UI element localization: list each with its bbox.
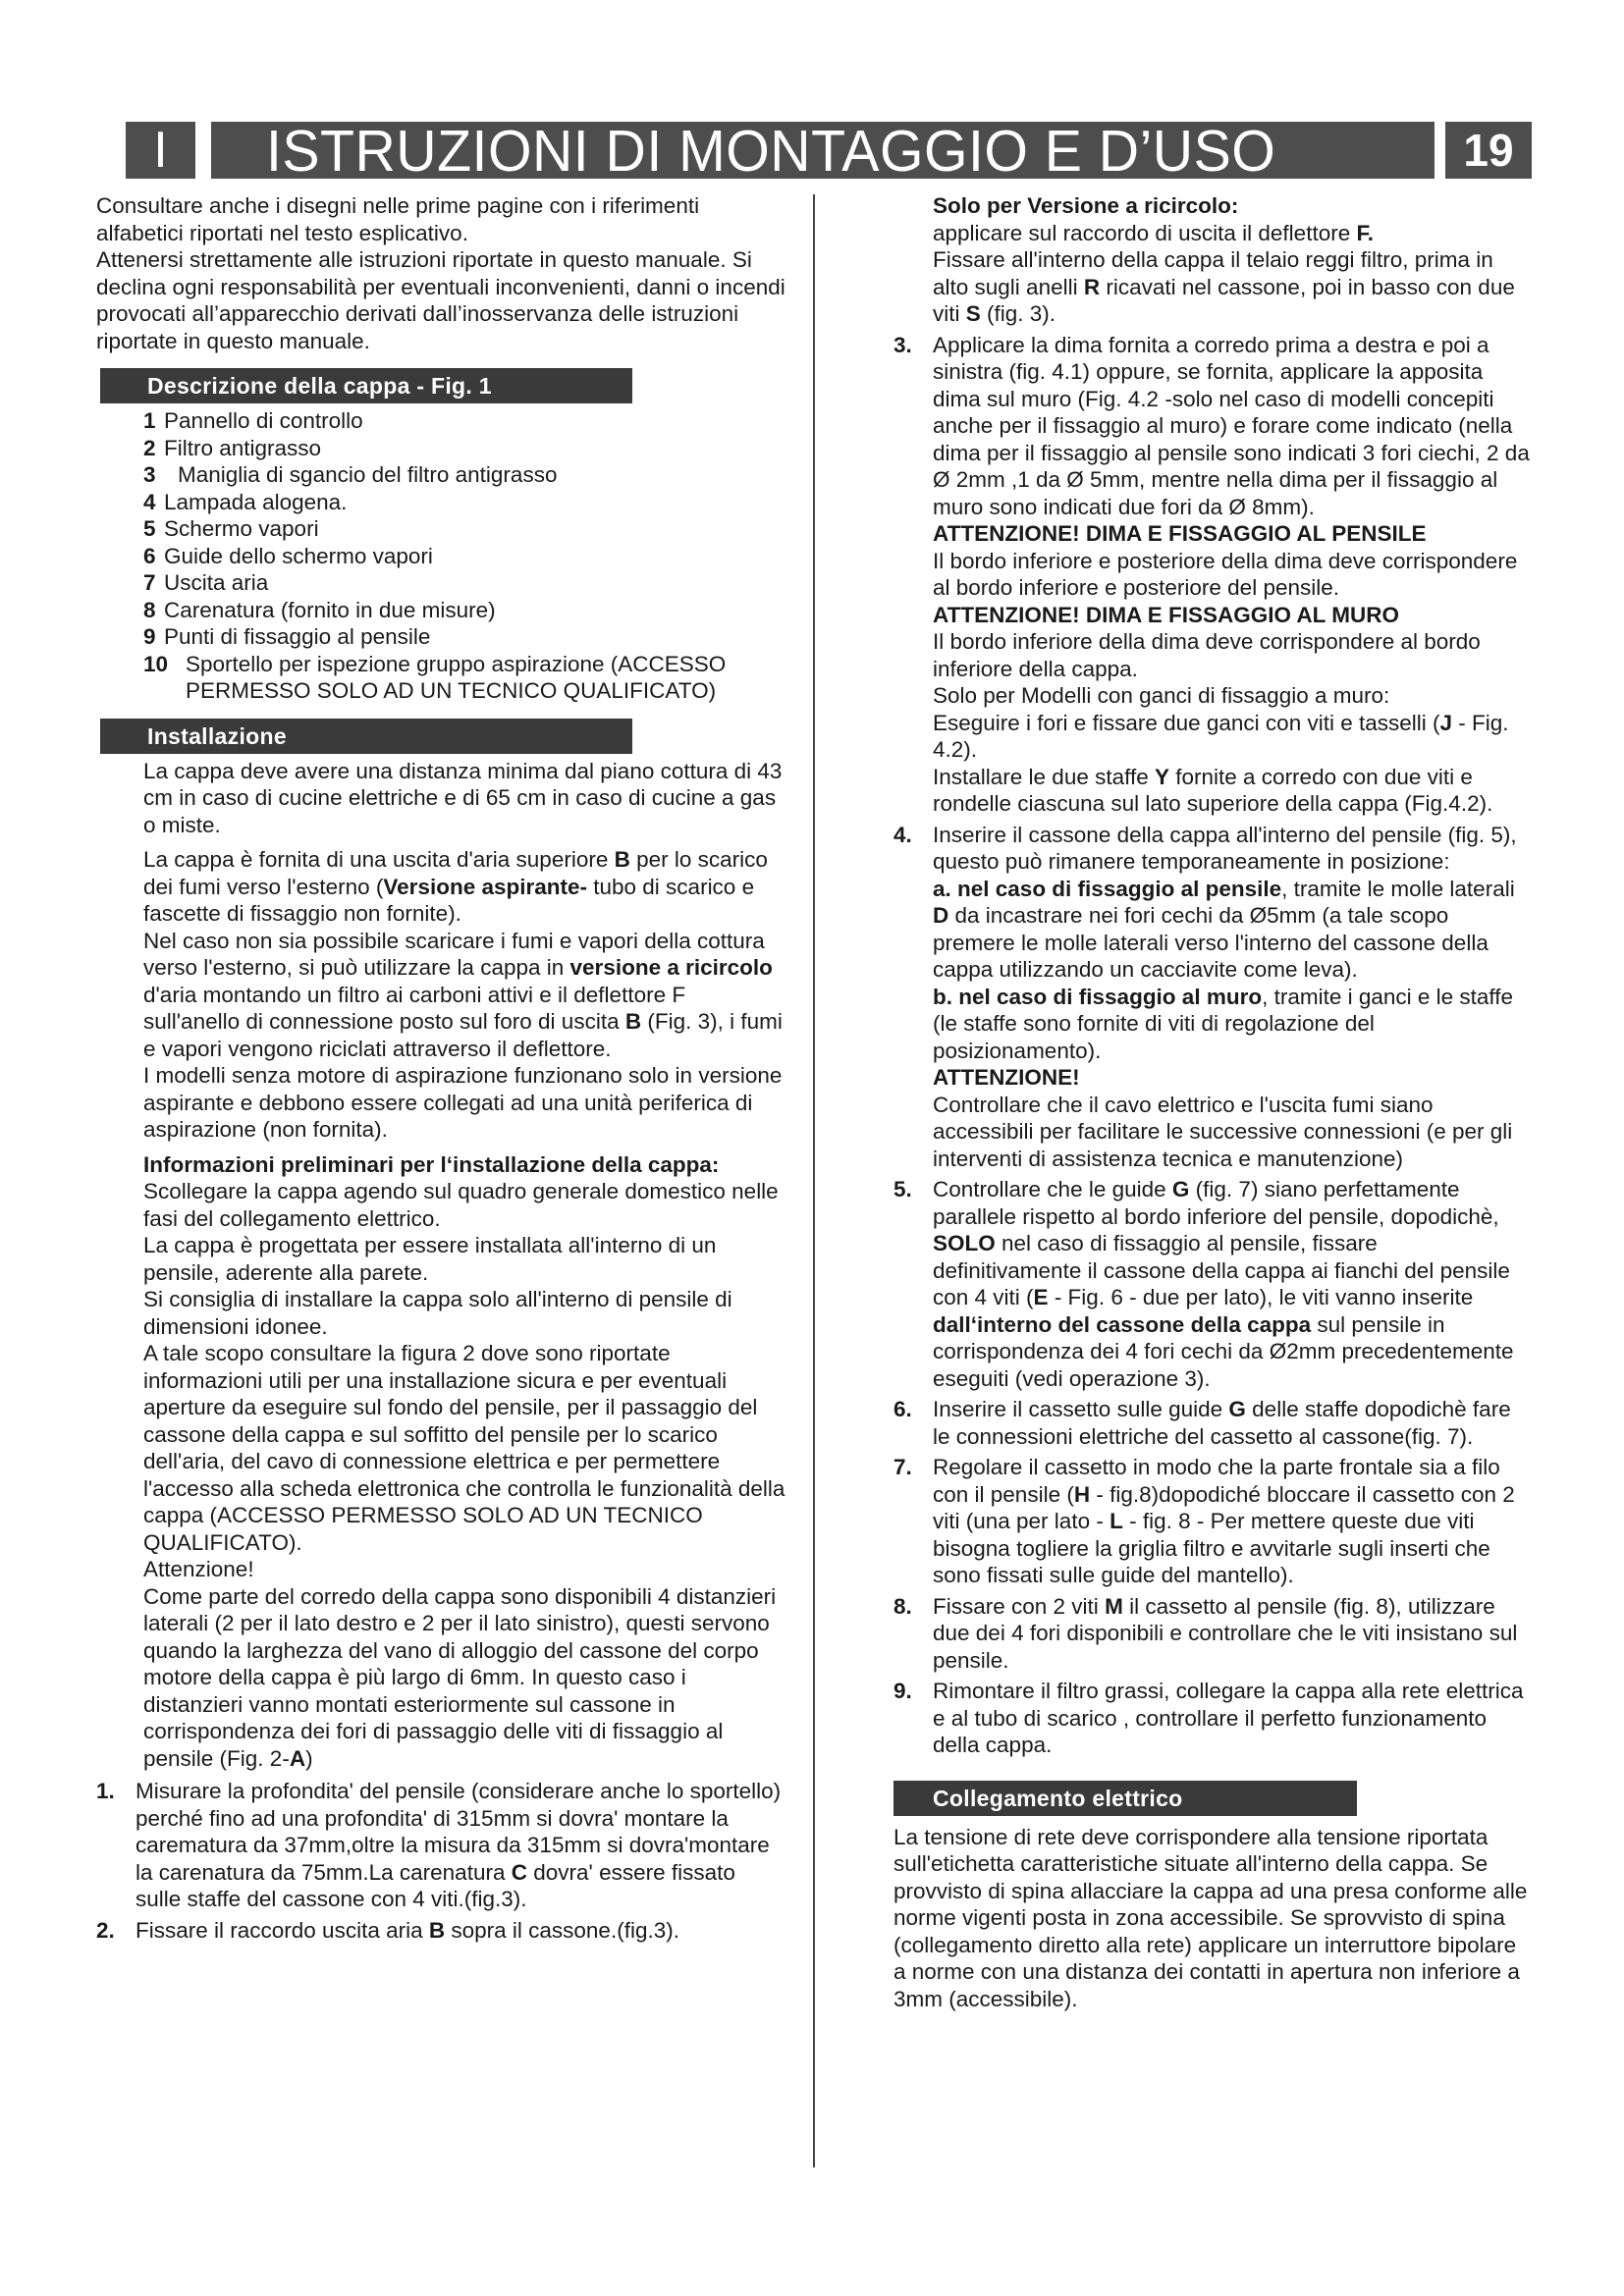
preliminary-paragraph: La cappa è progettata per essere installata all'interno di un pensile, aderente alla parete. <box>143 1233 717 1285</box>
preliminary-paragraph: Attenzione! <box>143 1557 254 1581</box>
page-title: ISTRUZIONI DI MONTAGGIO E D’USO <box>211 122 1435 179</box>
recirculation-paragraph: applicare sul raccordo di uscita il deflettore F. <box>933 220 1374 245</box>
intro-paragraph-1: Consultare anche i disegni nelle prime pagine con i riferimenti alfabetici riportati nel testo esplicativo. <box>96 193 700 245</box>
list-item: 8. Fissare con 2 viti M il cassetto al pensile (fig. 8), utilizzare due dei 4 fori disponibili e controllare che le viti insistano sul pensile. <box>893 1593 1518 1673</box>
installation-paragraph-2: La cappa è fornita di una uscita d'aria superiore B per lo scarico dei fumi verso l'esterno (Versione aspirante- tubo di scarico e fascette di fissaggio non fornite). <box>143 847 768 926</box>
list-item: 4. Inserire il cassone della cappa all'interno del pensile (fig. 5), questo può rimanere temporaneamente in posizione: a. nel caso di fissaggio al pensile, tramite le molle laterali D da incastrare nei fori cechi da Ø5mm (a tale scopo premere le molle laterali verso l'interno del cassone della cappa utilizzando un cacciavite come leva). b. nel caso di fissaggio al muro, tramite i ganci e le staffe (le staffe sono fornite di viti di regolazione del posizionamento). ATTENZIONE! Controllare che il cavo elettrico e l'uscita fumi siano accessibili per facilitare le successive connessioni (e per gli interventi di assistenza tecnica e manutenzione) <box>893 822 1517 1171</box>
electrical-paragraph: La tensione di rete deve corrispondere alla tensione riportata sull'etichetta caratteristiche situate all'interno della cappa. Se provvisto di spina allacciare la cappa ad una presa conforme alle norme vigenti posta in zona accessibile. Se sprovvisto di spina (collegamento diretto alla rete) applicare un interruttore bipolare a norme con una distanza dei contatti in apertura non inferiore a 3mm (accessibile). <box>893 1824 1528 2011</box>
intro-paragraph-2: Attenersi strettamente alle istruzioni riportate in questo manuale. Si declina ogni responsabilità per eventuali inconvenienti, danni o incendi provocati all’apparecchio derivati dall’inosservanza delle istruzioni riportate in questo manuale. <box>96 247 785 353</box>
recirculation-heading: Solo per Versione a ricircolo: <box>933 193 1239 218</box>
section-heading-electrical: Collegamento elettrico <box>893 1781 1357 1816</box>
description-list <box>96 407 785 705</box>
language-tab: I <box>126 122 195 179</box>
list-item: 3 Maniglia di sgancio del filtro antigrasso <box>143 462 558 487</box>
list-item: 6 Guide dello schermo vapori <box>143 543 433 568</box>
installation-steps-continued <box>893 332 1532 1759</box>
section-heading-installation: Installazione <box>100 719 632 754</box>
list-item: 9 Punti di fissaggio al pensile <box>143 624 431 649</box>
installation-steps <box>96 1778 785 1944</box>
list-item: 4 Lampada alogena. <box>143 489 348 514</box>
list-item: 2. Fissare il raccordo uscita aria B sopra il cassone.(fig.3). <box>96 1917 679 1943</box>
preliminary-paragraph: Come parte del corredo della cappa sono disponibili 4 distanzieri laterali (2 per il lato destro e 2 per il lato sinistro), questi servono quando la larghezza del vano di alloggio del cassone del corpo motore della cappa è più largo di 6mm. In questo caso i distanzieri vanno montati esteriormente sul cassone in corrispondenza dei fori di passaggio delle viti di fissaggio al pensile (Fig. 2-A) <box>143 1583 777 1771</box>
installation-paragraph-3: Nel caso non sia possibile scaricare i fumi e vapori della cottura verso l'esterno, si può utilizzare la cappa in versione a ricircolo d'aria montando un filtro ai carboni attivi e il deflettore F sull'anello di connessione posto sul foro di uscita B (Fig. 3), i fumi e vapori vengono riciclati attraverso il deflettore. <box>143 928 783 1061</box>
section-heading-description: Descrizione della cappa - Fig. 1 <box>100 368 632 403</box>
installation-paragraph-1: La cappa deve avere una distanza minima dal piano cottura di 43 cm in caso di cucine elettriche e di 65 cm in caso di cucine a gas o miste. <box>143 758 783 837</box>
column-divider <box>813 194 815 2167</box>
installation-paragraph-4: I modelli senza motore di aspirazione funzionano solo in versione aspirante e debbono essere collegati ad una unità periferica di aspirazione (non fornita). <box>143 1063 783 1142</box>
left-column <box>96 192 785 1944</box>
recirculation-paragraph: Fissare all'interno della cappa il telaio reggi filtro, prima in alto sugli anelli R ricavati nel cassone, poi in basso con due viti S (fig. 3). <box>933 247 1515 326</box>
preliminary-paragraph: Scollegare la cappa agendo sul quadro generale domestico nelle fasi del collegamento elettrico. <box>143 1179 779 1231</box>
list-item: 5. Controllare che le guide G (fig. 7) siano perfettamente parallele rispetto al bordo inferiore del pensile, dopodichè, SOLO nel caso di fissaggio al pensile, fissare definitivamente il cassone della cappa ai fianchi del pensile con 4 viti (E - Fig. 6 - due per lato), le viti vanno inserite dall‘interno del cassone della cappa sul pensile in corrispondenza dei 4 fori cechi da Ø2mm precedentemente eseguiti (vedi operazione 3). <box>893 1177 1514 1391</box>
list-item: 2 Filtro antigrasso <box>143 435 322 460</box>
list-item: 3. Applicare la dima fornita a corredo prima a destra e poi a sinistra (fig. 4.1) oppure, se fornita, applicare la apposita dima sul muro (Fig. 4.2 -solo nel caso di modelli concepiti anche per il fissaggio al muro) e forare come indicato (nella dima per il fissaggio al pensile sono indicati 3 fori ciechi, 2 da Ø 2mm ,1 da Ø 5mm, mentre nella dima per il fissaggio al muro sono indicati due fori da Ø 8mm). ATTENZIONE! DIMA E FISSAGGIO AL PENSILE Il bordo inferiore e posteriore della dima deve corrispondere al bordo inferiore e posteriore del pensile. ATTENZIONE! DIMA E FISSAGGIO AL MURO Il bordo inferiore della dima deve corrispondere al bordo inferiore della cappa. Solo per Modelli con ganci di fissaggio a muro: Eseguire i fori e fissare due ganci con viti e tasselli (J - Fig. 4.2). Installare le due staffe Y fornite a corredo con due viti e rondelle ciascuna sul lato superiore della cappa (Fig.4.2). <box>893 332 1530 816</box>
preliminary-paragraph: Si consiglia di installare la cappa solo all'interno di pensile di dimensioni idonee. <box>143 1287 732 1339</box>
list-item: 5 Schermo vapori <box>143 516 319 541</box>
list-item: 10 Sportello per ispezione gruppo aspirazione (ACCESSO PERMESSO SOLO AD UN TECNICO QUALIFICATO) <box>143 651 727 703</box>
page-number: 19 <box>1445 122 1532 179</box>
list-item: 9. Rimontare il filtro grassi, collegare la cappa alla rete elettrica e al tubo di scarico , controllare il perfetto funzionamento della cappa. <box>893 1679 1524 1757</box>
list-item: 8 Carenatura (fornito in due misure) <box>143 597 496 622</box>
right-column <box>893 192 1532 2012</box>
list-item: 7. Regolare il cassetto in modo che la parte frontale sia a filo con il pensile (H - fig.8)dopodiché bloccare il cassetto con 2 viti (una per lato - L - fig. 8 - Per mettere queste due viti bisogna togliere la griglia filtro e avvitarle sugli inserti che sono fissati sulle guide del mantello). <box>893 1455 1515 1587</box>
list-item: 1. Misurare la profondita' del pensile (considerare anche lo sportello) perché fino ad una profondita' di 315mm si dovra' montare la carematura da 37mm,oltre la misura da 315mm si dovra'montare la carenatura da 75mm.La carenatura C dovra' essere fissato sulle staffe del cassone con 4 viti.(fig.3). <box>96 1779 782 1911</box>
list-item: 7 Uscita aria <box>143 570 269 595</box>
preliminary-info-heading: Informazioni preliminari per l‘installazione della cappa: <box>143 1151 720 1177</box>
preliminary-paragraph: A tale scopo consultare la figura 2 dove sono riportate informazioni utili per una installazione sicura e per eventuali aperture da eseguire sul fondo del pensile, per il passaggio del cassone della cappa e sul soffitto del pensile per lo scarico dell'aria, del cavo di connessione elettrica e per permettere l'accesso alla scheda elettronica che controlla le funzionalità della cappa (ACCESSO PERMESSO SOLO AD UN TECNICO QUALIFICATO). <box>143 1341 785 1555</box>
list-item: 1 Pannello di controllo <box>143 408 363 433</box>
list-item: 6. Inserire il cassetto sulle guide G delle staffe dopodichè fare le connessioni elettriche del cassetto al cassone(fig. 7). <box>893 1397 1511 1449</box>
